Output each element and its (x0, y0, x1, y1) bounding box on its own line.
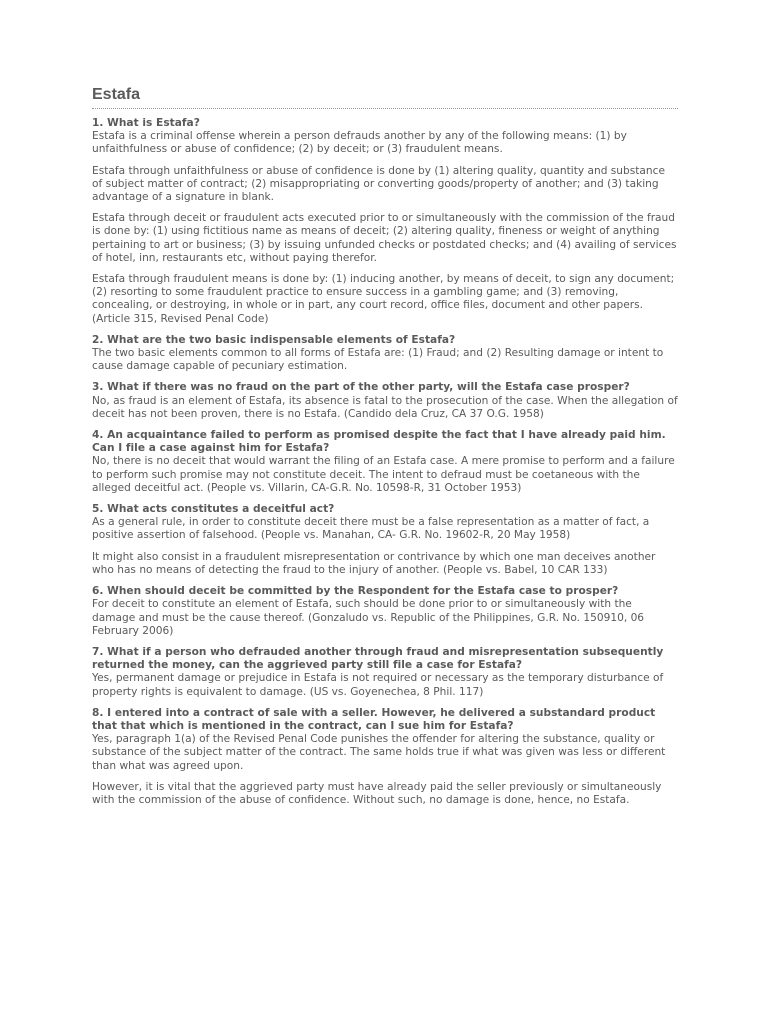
question-8: 8. I entered into a contract of sale with a seller. However, he delivered a substandard product that that which is mentioned in the contract, can I sue him for Estafa? (92, 706, 656, 732)
answer-1-paragraph-4: Estafa through fraudulent means is done by: (1) inducing another, by means of deceit, to sign any document; (2) resorting to some fraudulent practice to ensure success in a gambling game; and (3) removing, concealing, or destroying, in whole or in part, any court record, office files, document and other papers. (Article 315, Revised Penal Code) (92, 273, 675, 325)
answer-1-paragraph-1: Estafa is a criminal offense wherein a person defrauds another by any of the following means: (1) by unfaithfulness or abuse of confidence; (2) by deceit; or (3) fraudulent means. (92, 130, 627, 156)
document-page (92, 84, 678, 815)
qa-section-3 (92, 381, 678, 421)
answer-8-paragraph-1: Yes, paragraph 1(a) of the Revised Penal Code punishes the offender for altering the substance, quality or substance of the subject matter of the contract. The same holds true if what was given was less or different than what was agreed upon. (92, 733, 666, 772)
answer-8-paragraph-2: However, it is vital that the aggrieved party must have already paid the seller previously or simultaneously with the commission of the abuse of confidence. Without such, no damage is done, hence, no Estafa. (92, 780, 662, 806)
page-title: Estafa (92, 86, 141, 103)
answer-7-paragraph-1: Yes, permanent damage or prejudice in Estafa is not required or necessary as the temporary disturbance of property rights is equivalent to damage. (US vs. Goyenechea, 8 Phil. 117) (92, 672, 664, 698)
qa-section-8 (92, 707, 678, 807)
answer-3-paragraph-1: No, as fraud is an element of Estafa, its absence is fatal to the prosecution of the case. When the allegation of deceit has not been proven, there is no Estafa. (Candido dela Cruz, CA 37 O.G. 1958) (92, 394, 678, 420)
answer-2-paragraph-1: The two basic elements common to all forms of Estafa are: (1) Fraud; and (2) Resulting damage or intent to cause damage capable of pecuniary estimation. (92, 347, 664, 373)
answer-4-paragraph-1: No, there is no deceit that would warrant the filing of an Estafa case. A mere promise to perform and a failure to perform such promise may not constitute deceit. The intent to defraud must be coetaneous with the alleged deceitful act. (People vs. Villarin, CA-G.R. No. 10598-R, 31 October 1953) (92, 455, 675, 494)
question-2: 2. What are the two basic indispensable elements of Estafa? (92, 333, 456, 346)
question-4: 4. An acquaintance failed to perform as promised despite the fact that I have already paid him. Can I file a case against him for Estafa? (92, 429, 666, 455)
answer-6-paragraph-1: For deceit to constitute an element of Estafa, such should be done prior to or simultaneously with the damage and must be the cause thereof. (Gonzaludo vs. Republic of the Philippines, G.R. No. 150910, 06 February 2006) (92, 598, 645, 637)
answer-5-paragraph-1: As a general rule, in order to constitute deceit there must be a false representation as a matter of fact, a positive assertion of falsehood. (People vs. Manahan, CA- G.R. No. 19602-R, 20 May 1958) (92, 516, 650, 542)
answer-5-paragraph-2: It might also consist in a fraudulent misrepresentation or contrivance by which one man deceives another who has no means of detecting the fraud to the injury of another. (People vs. Babel, 10 CAR 133) (92, 550, 656, 576)
qa-section-1 (92, 117, 678, 326)
question-7: 7. What if a person who defrauded another through fraud and misrepresentation subsequently returned the money, can the aggrieved party still file a case for Estafa? (92, 645, 664, 672)
title-divider (92, 108, 678, 109)
question-6: 6. When should deceit be committed by the Respondent for the Estafa case to prosper? (92, 585, 619, 598)
qa-section-7 (92, 646, 678, 699)
qa-section-2 (92, 334, 678, 374)
qa-section-6 (92, 585, 678, 638)
question-5: 5. What acts constitutes a deceitful act? (92, 503, 335, 516)
answer-1-paragraph-3: Estafa through deceit or fraudulent acts executed prior to or simultaneously with the commission of the fraud is done by: (1) using fictitious name as means of deceit; (2) altering quality, fineness or weight of anything pertaining to art or business; (3) by issuing unfunded checks or postdated checks; and (4) availing of services of hotel, inn, restaurants etc, without paying therefor. (92, 212, 677, 264)
qa-section-5 (92, 503, 678, 577)
qa-section-4 (92, 429, 678, 495)
question-3: 3. What if there was no fraud on the part of the other party, will the Estafa case prosper? (92, 381, 630, 394)
question-1: 1. What is Estafa? (92, 117, 200, 129)
answer-1-paragraph-2: Estafa through unfaithfulness or abuse of confidence is done by (1) altering quality, quantity and substance of subject matter of contract; (2) misappropriating or converting goods/property of another; and (3) taking advantage of a signature in blank. (92, 164, 665, 204)
